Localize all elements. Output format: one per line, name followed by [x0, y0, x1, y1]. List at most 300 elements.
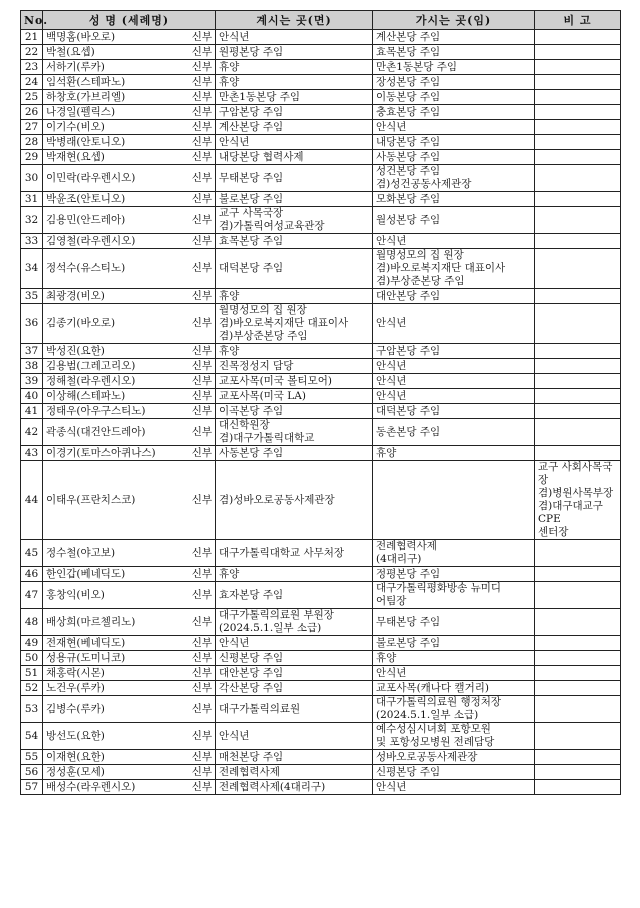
priest-name-cell: [43, 60, 216, 75]
current-post: 교구 사목국장 겸)가톨릭여성교육관장: [216, 207, 373, 234]
table-row: [21, 636, 621, 651]
priest-title: 신부: [191, 213, 212, 226]
remarks: [535, 636, 621, 651]
priest-name-cell: [43, 723, 216, 750]
current-post: 월명성모의 집 원장 겸)바오로복지재단 대표이사 겸)부상준본당 주임: [216, 304, 373, 344]
new-post: 안식년: [373, 304, 535, 344]
current-post: 매천본당 주임: [216, 750, 373, 765]
row-number: 35: [21, 289, 43, 304]
current-post: 휴양: [216, 60, 373, 75]
remarks: [535, 359, 621, 374]
priest-name-cell: [43, 289, 216, 304]
row-number: 26: [21, 105, 43, 120]
row-number: 50: [21, 651, 43, 666]
remarks: [535, 304, 621, 344]
priest-name: 김용민(안드레아): [46, 213, 126, 226]
document-page: [20, 10, 620, 795]
new-post: 정평본당 주임: [373, 567, 535, 582]
current-post: 신평본당 주임: [216, 651, 373, 666]
current-post: 안식년: [216, 636, 373, 651]
current-post: 진목정성지 담당: [216, 359, 373, 374]
priest-name-cell: [43, 135, 216, 150]
row-number: 38: [21, 359, 43, 374]
row-number: 43: [21, 446, 43, 461]
priest-name: 이태우(프란치스코): [46, 493, 136, 506]
table-row: [21, 165, 621, 192]
table-row: [21, 389, 621, 404]
priest-name-cell: [43, 461, 216, 540]
priest-title: 신부: [191, 702, 212, 715]
remarks: [535, 723, 621, 750]
remarks: [535, 165, 621, 192]
priest-title: 신부: [191, 493, 212, 506]
row-number: 24: [21, 75, 43, 90]
current-post: 이곡본당 주임: [216, 404, 373, 419]
priest-name: 전재현(베네딕도): [46, 636, 126, 649]
current-post: 안식년: [216, 135, 373, 150]
row-number: 28: [21, 135, 43, 150]
priest-title: 신부: [191, 446, 212, 459]
table-body: [21, 30, 621, 795]
priest-name: 서하기(루카): [46, 60, 105, 73]
table-row: [21, 723, 621, 750]
priest-name: 이재현(요한): [46, 750, 105, 763]
row-number: 30: [21, 165, 43, 192]
remarks: [535, 651, 621, 666]
new-post: 사동본당 주임: [373, 150, 535, 165]
remarks: [535, 207, 621, 234]
current-post: 불로본당 주임: [216, 192, 373, 207]
remarks: [535, 389, 621, 404]
row-number: 21: [21, 30, 43, 45]
remarks: [535, 90, 621, 105]
table-row: [21, 135, 621, 150]
table-row: [21, 651, 621, 666]
remarks: [535, 289, 621, 304]
row-number: 23: [21, 60, 43, 75]
new-post: 안식년: [373, 374, 535, 389]
row-number: 51: [21, 666, 43, 681]
header-destination: 가시는 곳(임): [373, 11, 535, 30]
new-post: 구암본당 주임: [373, 344, 535, 359]
priest-name-cell: [43, 681, 216, 696]
priest-name: 노건우(루카): [46, 681, 105, 694]
table-row: [21, 30, 621, 45]
table-row: [21, 696, 621, 723]
priest-name: 박성진(요한): [46, 344, 105, 357]
priest-title: 신부: [191, 90, 212, 103]
priest-title: 신부: [191, 289, 212, 302]
priest-name-cell: [43, 120, 216, 135]
remarks: [535, 765, 621, 780]
current-post: 대안본당 주임: [216, 666, 373, 681]
current-post: 대신학원장 겸)대구가톨릭대학교: [216, 419, 373, 446]
row-number: 49: [21, 636, 43, 651]
priest-title: 신부: [191, 344, 212, 357]
priest-title: 신부: [191, 234, 212, 247]
priest-name: 임석환(스테파노): [46, 75, 126, 88]
priest-name: 최광경(비오): [46, 289, 105, 302]
current-post: 교포사목(미국 LA): [216, 389, 373, 404]
priest-name-cell: [43, 374, 216, 389]
table-row: [21, 374, 621, 389]
priest-title: 신부: [191, 120, 212, 133]
priest-name: 김종기(바오로): [46, 317, 116, 329]
priest-name-cell: [43, 780, 216, 795]
remarks: 교구 사회사목국장 겸)병원사목부장 겸)대구대교구 CPE 센터장: [535, 461, 621, 540]
priest-name: 정태우(아우구스티노): [46, 404, 146, 417]
remarks: [535, 30, 621, 45]
table-row: [21, 446, 621, 461]
remarks: [535, 404, 621, 419]
table-row: [21, 666, 621, 681]
new-post: 휴양: [373, 446, 535, 461]
table-row: [21, 304, 621, 344]
priest-name: 이기수(비오): [46, 120, 105, 133]
priest-name-cell: [43, 30, 216, 45]
header-row: [21, 11, 621, 30]
remarks: [535, 567, 621, 582]
priest-name-cell: [43, 75, 216, 90]
row-number: 33: [21, 234, 43, 249]
priest-title: 신부: [191, 750, 212, 763]
new-post: 동촌본당 주임: [373, 419, 535, 446]
priest-name: 이상해(스테파노): [46, 389, 126, 402]
table-row: [21, 60, 621, 75]
row-number: 25: [21, 90, 43, 105]
new-post: 휴양: [373, 651, 535, 666]
current-post: 원평본당 주임: [216, 45, 373, 60]
row-number: 55: [21, 750, 43, 765]
table-row: [21, 404, 621, 419]
table-row: [21, 765, 621, 780]
remarks: [535, 419, 621, 446]
row-number: 53: [21, 696, 43, 723]
priest-title: 신부: [191, 171, 212, 184]
priest-name-cell: [43, 207, 216, 234]
new-post: 충효본당 주임: [373, 105, 535, 120]
table-row: [21, 681, 621, 696]
remarks: [535, 150, 621, 165]
new-post: 안식년: [373, 389, 535, 404]
remarks: [535, 135, 621, 150]
priest-name-cell: [43, 666, 216, 681]
priest-name: 곽종식(대건안드레아): [46, 425, 146, 438]
table-row: [21, 567, 621, 582]
row-number: 37: [21, 344, 43, 359]
priest-title: 신부: [191, 135, 212, 148]
row-number: 29: [21, 150, 43, 165]
new-post: 대안본당 주임: [373, 289, 535, 304]
new-post: 장성본당 주임: [373, 75, 535, 90]
table-row: [21, 289, 621, 304]
new-post: 만촌1동본당 주임: [373, 60, 535, 75]
row-number: 57: [21, 780, 43, 795]
remarks: [535, 696, 621, 723]
remarks: [535, 666, 621, 681]
new-post: 안식년: [373, 120, 535, 135]
priest-name-cell: [43, 404, 216, 419]
remarks: [535, 540, 621, 567]
remarks: [535, 750, 621, 765]
priest-name-cell: [43, 165, 216, 192]
current-post: 전례협력사제: [216, 765, 373, 780]
priest-title: 신부: [191, 425, 212, 438]
current-post: 안식년: [216, 723, 373, 750]
new-post: 이동본당 주임: [373, 90, 535, 105]
priest-name: 채홍락(시몬): [46, 666, 105, 679]
new-post: 안식년: [373, 666, 535, 681]
priest-title: 신부: [191, 192, 212, 205]
current-post: 효목본당 주임: [216, 234, 373, 249]
current-post: 무태본당 주임: [216, 165, 373, 192]
header-name: 성 명 (세례명): [43, 11, 216, 30]
priest-name-cell: [43, 419, 216, 446]
priest-name: 김용범(그레고리오): [46, 359, 136, 372]
header-current: 계시는 곳(면): [216, 11, 373, 30]
current-post: 휴양: [216, 344, 373, 359]
priest-title: 신부: [191, 317, 212, 329]
priest-name-cell: [43, 45, 216, 60]
new-post: 예수성심시녀회 포항모원 및 포항성모병원 전례담당: [373, 723, 535, 750]
priest-name: 방선도(요한): [46, 729, 105, 742]
priest-name-cell: [43, 359, 216, 374]
priest-name-cell: [43, 304, 216, 344]
priest-name: 성용규(도미니코): [46, 651, 126, 664]
current-post: 대구가톨릭의료원: [216, 696, 373, 723]
priest-name-cell: [43, 696, 216, 723]
priest-name-cell: [43, 750, 216, 765]
priest-name-cell: [43, 344, 216, 359]
row-number: 32: [21, 207, 43, 234]
table-row: [21, 419, 621, 446]
table-row: [21, 90, 621, 105]
remarks: [535, 582, 621, 609]
priest-name-cell: [43, 150, 216, 165]
new-post: 안식년: [373, 234, 535, 249]
new-post: 안식년: [373, 780, 535, 795]
row-number: 44: [21, 461, 43, 540]
row-number: 34: [21, 249, 43, 289]
priest-title: 신부: [191, 588, 212, 601]
row-number: 56: [21, 765, 43, 780]
table-row: [21, 750, 621, 765]
row-number: 47: [21, 582, 43, 609]
priest-name-cell: [43, 609, 216, 636]
priest-name: 이경기(토마스아퀴나스): [46, 446, 156, 459]
priest-name: 한인갑(베네딕도): [46, 567, 126, 580]
new-post: 교포사목(캐나다 캘거리): [373, 681, 535, 696]
current-post: 효자본당 주임: [216, 582, 373, 609]
remarks: [535, 60, 621, 75]
current-post: 휴양: [216, 289, 373, 304]
new-post: 무태본당 주임: [373, 609, 535, 636]
new-post: 안식년: [373, 359, 535, 374]
remarks: [535, 105, 621, 120]
priest-name: 배상희(마르첼리노): [46, 615, 136, 628]
priest-name-cell: [43, 636, 216, 651]
priest-title: 신부: [191, 765, 212, 778]
priest-name: 김영철(라우렌시오): [46, 234, 136, 247]
priest-name: 정석수(유스티노): [46, 262, 126, 274]
current-post: 대구가톨릭대학교 사무처장: [216, 540, 373, 567]
new-post: 월성본당 주임: [373, 207, 535, 234]
priest-name: 김병수(루카): [46, 702, 105, 715]
table-row: [21, 344, 621, 359]
priest-name: 나경일(펠릭스): [46, 105, 116, 118]
row-number: 27: [21, 120, 43, 135]
remarks: [535, 234, 621, 249]
new-post: 내당본당 주임: [373, 135, 535, 150]
remarks: [535, 446, 621, 461]
current-post: 내당본당 협력사제: [216, 150, 373, 165]
new-post: 계산본당 주임: [373, 30, 535, 45]
priest-title: 신부: [191, 567, 212, 580]
priest-name: 박철(요셉): [46, 45, 95, 58]
priest-name: 배성수(라우렌시오): [46, 780, 136, 793]
priest-name-cell: [43, 540, 216, 567]
priest-name-cell: [43, 446, 216, 461]
table-row: [21, 75, 621, 90]
table-row: [21, 359, 621, 374]
current-post: 각산본당 주임: [216, 681, 373, 696]
remarks: [535, 75, 621, 90]
priest-title: 신부: [191, 666, 212, 679]
priest-title: 신부: [191, 546, 212, 559]
remarks: [535, 374, 621, 389]
table-row: [21, 207, 621, 234]
table-row: [21, 249, 621, 289]
priest-name: 정성훈(모세): [46, 765, 105, 778]
table-row: [21, 780, 621, 795]
row-number: 31: [21, 192, 43, 207]
current-post: 구암본당 주임: [216, 105, 373, 120]
new-post: [373, 461, 535, 540]
priest-title: 신부: [191, 636, 212, 649]
remarks: [535, 780, 621, 795]
priest-name: 하창호(가브리엘): [46, 90, 126, 103]
priest-name-cell: [43, 192, 216, 207]
header-note: 비 고: [535, 11, 621, 30]
priest-title: 신부: [191, 30, 212, 43]
row-number: 39: [21, 374, 43, 389]
row-number: 48: [21, 609, 43, 636]
table-row: [21, 540, 621, 567]
priest-title: 신부: [191, 105, 212, 118]
priest-title: 신부: [191, 615, 212, 628]
priest-title: 신부: [191, 729, 212, 742]
priest-name: 이민락(라우렌시오): [46, 171, 136, 184]
row-number: 41: [21, 404, 43, 419]
current-post: 사동본당 주임: [216, 446, 373, 461]
table-row: [21, 150, 621, 165]
current-post: 대덕본당 주임: [216, 249, 373, 289]
priest-title: 신부: [191, 404, 212, 417]
remarks: [535, 609, 621, 636]
priest-name: 정해철(라우렌시오): [46, 374, 136, 387]
row-number: 22: [21, 45, 43, 60]
priest-name-cell: [43, 249, 216, 289]
current-post: 겸)성바오로공동사제관장: [216, 461, 373, 540]
table-row: [21, 461, 621, 540]
new-post: 대구가톨릭평화방송 뉴미디 어팀장: [373, 582, 535, 609]
new-post: 성바오로공동사제관장: [373, 750, 535, 765]
priest-name: 백명홈(바오로): [46, 30, 116, 43]
new-post: 대구가톨릭의료원 행정처장 (2024.5.1.일부 소급): [373, 696, 535, 723]
priest-name: 박병래(안토니오): [46, 135, 126, 148]
row-number: 40: [21, 389, 43, 404]
current-post: 휴양: [216, 567, 373, 582]
table-row: [21, 120, 621, 135]
priest-name: 정수철(야고보): [46, 546, 116, 559]
row-number: 54: [21, 723, 43, 750]
new-post: 효목본당 주임: [373, 45, 535, 60]
table-row: [21, 192, 621, 207]
new-post: 모화본당 주임: [373, 192, 535, 207]
current-post: 대구가톨릭의료원 부원장 (2024.5.1.일부 소급): [216, 609, 373, 636]
priest-title: 신부: [191, 150, 212, 163]
priest-title: 신부: [191, 681, 212, 694]
remarks: [535, 120, 621, 135]
table-row: [21, 45, 621, 60]
table-row: [21, 234, 621, 249]
current-post: 안식년: [216, 30, 373, 45]
header-no: No.: [21, 11, 43, 30]
table-row: [21, 609, 621, 636]
row-number: 36: [21, 304, 43, 344]
new-post: 신평본당 주임: [373, 765, 535, 780]
row-number: 52: [21, 681, 43, 696]
priest-name-cell: [43, 90, 216, 105]
current-post: 교포사목(미국 볼티모어): [216, 374, 373, 389]
priest-name: 홍창익(비오): [46, 588, 105, 601]
current-post: 전례협력사제(4대리구): [216, 780, 373, 795]
remarks: [535, 344, 621, 359]
priest-name-cell: [43, 567, 216, 582]
table-row: [21, 105, 621, 120]
table-row: [21, 582, 621, 609]
priest-name-cell: [43, 389, 216, 404]
new-post: 대덕본당 주임: [373, 404, 535, 419]
priest-title: 신부: [191, 60, 212, 73]
current-post: 휴양: [216, 75, 373, 90]
priest-name-cell: [43, 765, 216, 780]
row-number: 46: [21, 567, 43, 582]
priest-name: 박재현(요셉): [46, 150, 105, 163]
priest-title: 신부: [191, 389, 212, 402]
priest-title: 신부: [191, 651, 212, 664]
remarks: [535, 681, 621, 696]
current-post: 만촌1동본당 주임: [216, 90, 373, 105]
priest-name-cell: [43, 105, 216, 120]
row-number: 42: [21, 419, 43, 446]
new-post: 성건본당 주임 겸)성건공동사제관장: [373, 165, 535, 192]
priest-title: 신부: [191, 45, 212, 58]
personnel-table: [20, 10, 621, 795]
row-number: 45: [21, 540, 43, 567]
priest-name-cell: [43, 582, 216, 609]
remarks: [535, 45, 621, 60]
remarks: [535, 192, 621, 207]
new-post: 불로본당 주임: [373, 636, 535, 651]
remarks: [535, 249, 621, 289]
priest-name-cell: [43, 234, 216, 249]
new-post: 전례협력사제 (4대리구): [373, 540, 535, 567]
priest-name-cell: [43, 651, 216, 666]
new-post: 월명성모의 집 원장 겸)바오로복지재단 대표이사 겸)부상준본당 주임: [373, 249, 535, 289]
current-post: 계산본당 주임: [216, 120, 373, 135]
priest-title: 신부: [191, 374, 212, 387]
